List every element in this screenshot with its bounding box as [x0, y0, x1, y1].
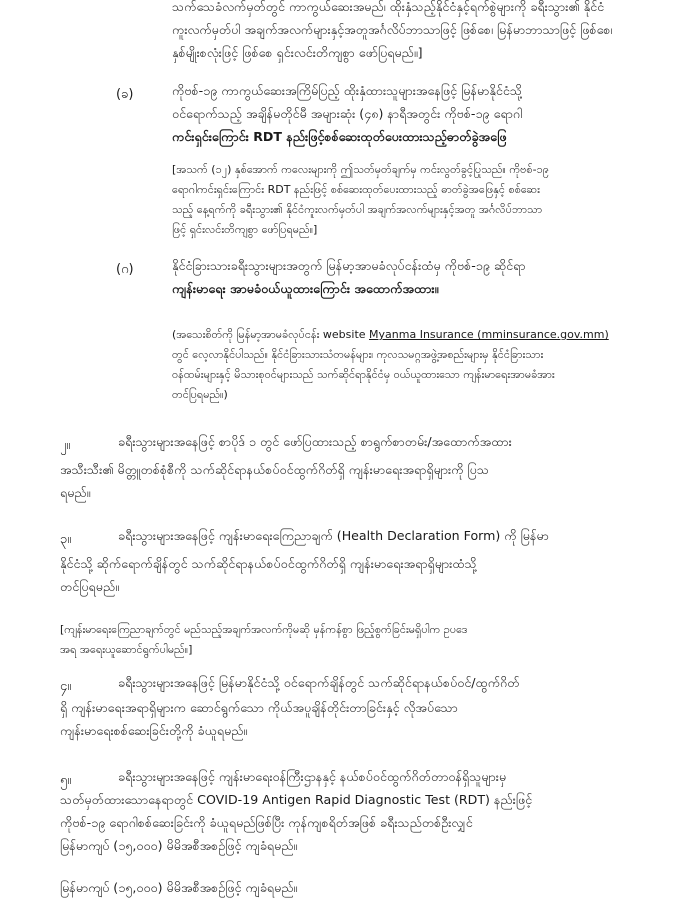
text-line: ကိုဗစ်-၁၉ ရောဂါစစ်ဆေးခြင်းကို ခံယူရမည်ဖြစ်ပြီး ကုန်ကျစရိတ်အဖြစ် ခရီးသည်တစ်ဦးလျှင် — [60, 815, 473, 830]
text-line: အသီးသီး၏ မိတ္တူတစ်စုံစီကို သက်ဆိုင်ရာနယ်စပ်ဝင်ထွက်ဂိတ်ရှိ ကျန်းမာရေးအရာရှိများကို ပြသ — [60, 462, 490, 477]
text-line: [ကျန်းမာရေးကြေညာချက်တွင် မည်သည့်အချက်အလက်ကိုမဆို မှန်ကန်စွာ ဖြည့်စွက်ခြင်းမရှိပါက ဥပဒေ — [60, 623, 468, 636]
intro-paragraph — [172, 0, 664, 64]
paragraph-3-number: ၃။ — [60, 532, 72, 547]
paragraph-2-continuation — [60, 458, 664, 504]
text-line: သက်သေခံလက်မှတ်တွင် ကာကွယ်ဆေးအမည်၊ ထိုးနှံသည့်နိုင်ငံနှင့်ရက်စွဲများကို ခရီးသွား၏ နိုင်ငံ — [172, 0, 605, 14]
text-line: နိုင်ငံခြားသားခရီးသွားများအတွက် မြန်မာ့အာမခံလုပ်ငန်းထံမှ ကိုဗစ်-၁၉ ဆိုင်ရာ — [172, 258, 526, 273]
paragraph-4-number: ၄။ — [60, 679, 72, 694]
text-line: ကင်းရှင်းကြောင်း RDT နည်းဖြင့်စစ်ဆေးထုတ်ပေးထားသည့်ဓာတ်ခွဲအဖြေ — [172, 129, 507, 144]
paragraph-5-continuation — [60, 788, 664, 857]
text-line: ကူးလက်မှတ်ပါ အချက်အလက်များနှင့်အတူအင်္ဂလိပ်ဘာသာဖြင့် ဖြစ်စေ၊ မြန်မာဘာသာဖြင့် ဖြစ်စေ၊ — [172, 22, 613, 37]
paragraph-5-number: ၅။ — [60, 773, 72, 788]
text-line: တင်ပြရမည်။ — [60, 579, 119, 594]
paragraph-5 — [118, 765, 664, 788]
text-line: သတ်မှတ်ထားသောနေရာတွင် COVID-19 Antigen Rapid Diagnostic Test (RDT) နည်းဖြင့် — [60, 792, 533, 807]
paragraph-3-note — [60, 620, 664, 660]
text-line: ကျန်းမာရေးစစ်ဆေးခြင်းတို့ကို ခံယူရမည်။ — [60, 723, 248, 738]
text-line: ဖြင့် ရှင်းလင်းတိကျစွာ ဖော်ပြရမည်။] — [172, 223, 318, 236]
text-line: ခရီးသွားများအနေဖြင့် ကျန်းမာရေးဝန်ကြီးဌာနနှင့် နယ်စပ်ဝင်ထွက်ဂိတ်တာဝန်ရှိသူများမှ — [118, 769, 507, 784]
paragraph-3 — [118, 524, 664, 547]
text-line: ရမည်။ — [60, 485, 91, 500]
text-line: မြန်မာကျပ် (၁၅,၀၀၀) မိမိအစီအစဉ်ဖြင့် ကျခံရမည်။ — [60, 838, 298, 853]
text-line: သည့် နေ့ရက်ကို ခရီးသွား၏ နိုင်ငံကူးလက်မှတ်ပါ အချက်အလက်များနှင့်အတူ အင်္ဂလိပ်ဘာသာ — [172, 203, 543, 216]
paragraph-4 — [118, 671, 664, 694]
text-line: ရောဂါကင်းရှင်းကြောင်း RDT နည်းဖြင့် စစ်ဆေးထုတ်ပေးထားသည့် ဓာတ်ခွဲအဖြေနှင့် စစ်ဆေး — [172, 183, 540, 196]
text-line: အရ အရေးယူဆောင်ရွက်ပါမည်။] — [60, 643, 193, 656]
text-line: ကိုဗစ်-၁၉ ကာကွယ်ဆေးအကြိမ်ပြည့် ထိုးနှံထားသူများအနေဖြင့် မြန်မာနိုင်ငံသို့ — [172, 83, 522, 98]
note-text: (အသေးစိတ်ကို မြန်မာ့အာမခံလုပ်ငန်း website — [172, 328, 370, 341]
text-line: ကျန်းမာရေး အာမခံဝယ်ယူထားကြောင်း အထောက်အထား။ — [172, 281, 439, 296]
text-line: ခရီးသွားများအနေဖြင့် စာပိုဒ် ၁ တွင် ဖော်ပြထားသည့် စာရွက်စာတမ်း/အထောက်အထား — [118, 434, 512, 449]
text-line: နှစ်မျိုးစလုံးဖြင့် ဖြစ်စေ ရှင်းလင်းတိကျစွာ ဖော်ပြရမည်။] — [172, 45, 423, 60]
paragraph-3-continuation — [60, 552, 664, 598]
paragraph-4-continuation — [60, 696, 664, 742]
text-line: [အသက် (၁၂) နှစ်အောက် ကလေးများကို ဤသတ်မှတ်ချက်မှ ကင်းလွတ်ခွင့်ပြုသည်။ ကိုဗစ်-၁၉ — [172, 163, 549, 176]
text-line: ဝန်ထမ်းများနှင့် မိသားစုဝင်များသည် သက်ဆိုင်ရာနိုင်ငံမှ ဝယ်ယူထားသော ကျန်းမာရေးအာမခံအား — [172, 368, 555, 381]
text-line: တင်ပြရမည်။) — [172, 388, 228, 401]
text-line: ရှိ ကျန်းမာရေးအရာရှိများက ဆောင်ရွက်သော ကိုယ်အပူချိန်တိုင်းတာခြင်းနှင့် လိုအပ်သော — [60, 700, 458, 715]
item-b-note — [172, 325, 664, 405]
text-line: ဝင်ရောက်သည့် အချိန်မတိုင်မီ အများဆုံး (၄၈) နာရီအတွင်း ကိုဗစ်-၁၉ ရောဂါ — [172, 106, 523, 121]
text-line: တွင် လေ့လာနိုင်ပါသည်။ နိုင်ငံခြားသားသံတမန်များ၊ ကုလသမဂ္ဂအဖွဲ့အစည်းများမှ နိုင်ငံခြားသား — [172, 348, 544, 361]
item-b-label: (ဂ) — [116, 262, 134, 277]
insurance-website-link[interactable]: Myanma Insurance (mminsurance.gov.mm) — [369, 328, 609, 341]
item-a-paragraph — [172, 79, 664, 148]
item-a-label: (ခ) — [116, 87, 134, 102]
item-a-note — [172, 160, 664, 240]
text-line: ခရီးသွားများအနေဖြင့် မြန်မာနိုင်ငံသို့ ဝင်ရောက်ချိန်တွင် သက်ဆိုင်ရာနယ်စပ်ဝင်/ထွက်ဂိတ် — [118, 675, 520, 690]
item-b-paragraph — [172, 254, 664, 300]
text-line: ခရီးသွားများအနေဖြင့် ကျန်းမာရေးကြေညာချက် (Health Declaration Form) ကို မြန်မာ — [118, 528, 549, 543]
trailing-line: မြန်မာကျပ် (၁၅,၀၀၀) မိမိအစီအစဉ်ဖြင့် ကျခံရမည်။ — [60, 880, 298, 895]
text-line: နိုင်ငံသို့ ဆိုက်ရောက်ချိန်တွင် သက်ဆိုင်ရာနယ်စပ်ဝင်ထွက်ဂိတ်ရှိ ကျန်းမာရေးအရာရှိများထံသို့ — [60, 556, 477, 571]
text-line — [172, 325, 664, 345]
paragraph-2 — [118, 430, 664, 453]
paragraph-2-number: ၂။ — [60, 438, 71, 453]
